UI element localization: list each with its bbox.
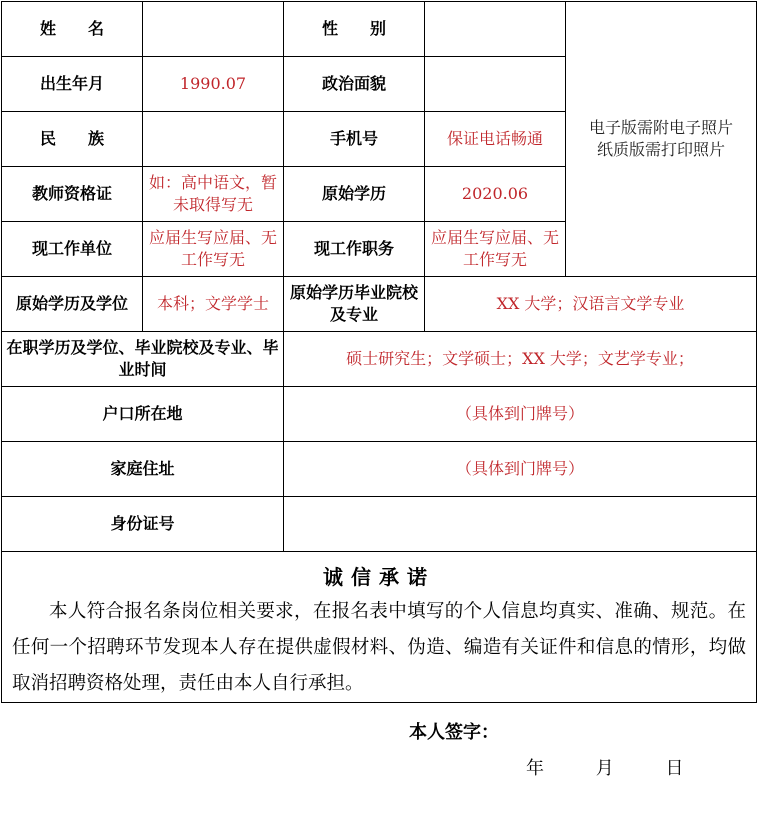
ethnic-label: 民 族 xyxy=(2,112,143,167)
name-label: 姓 名 xyxy=(2,2,143,57)
registration-form-table xyxy=(1,1,757,779)
hukou-label: 户口所在地 xyxy=(2,387,284,442)
pledge-body: 本人符合报名条岗位相关要求，在报名表中填写的个人信息均真实、准确、规范。在任何一个招聘环节发现本人存在提供虚假材料、伪造、编造有关证件和信息的情形，均做取消招聘资格处理，责任由本人自行承担。 xyxy=(12,601,746,694)
work-unit-label: 现工作单位 xyxy=(2,222,143,277)
date-year-label: 年 xyxy=(526,758,544,779)
birth-label: 出生年月 xyxy=(2,57,143,112)
birth-field[interactable]: 1990.07 xyxy=(143,57,284,112)
phone-label: 手机号 xyxy=(284,112,425,167)
orig-degree-field[interactable]: 本科；文学学士 xyxy=(143,277,284,332)
orig-school-label: 原始学历毕业院校及专业 xyxy=(284,277,425,332)
work-unit-field[interactable]: 应届生写应届、无工作写无 xyxy=(143,222,284,277)
date-line[interactable] xyxy=(526,758,729,780)
gender-label: 性 别 xyxy=(284,2,425,57)
pledge-title: 诚信承诺 xyxy=(323,565,435,589)
ethnic-field[interactable] xyxy=(143,112,284,167)
teacher-cert-label: 教师资格证 xyxy=(2,167,143,222)
signature-label[interactable]: 本人签字： xyxy=(409,722,499,743)
teacher-cert-field[interactable]: 如：高中语文，暂未取得写无 xyxy=(143,167,284,222)
political-label: 政治面貌 xyxy=(284,57,425,112)
inservice-edu-label: 在职学历及学位、毕业院校及专业、毕业时间 xyxy=(2,332,284,387)
phone-field[interactable]: 保证电话畅通 xyxy=(425,112,566,167)
photo-box[interactable] xyxy=(566,2,757,277)
address-field[interactable]: （具体到门牌号） xyxy=(284,442,757,497)
photo-note-paper: 纸质版需打印照片 xyxy=(596,140,725,159)
address-label: 家庭住址 xyxy=(2,442,284,497)
inservice-edu-field[interactable]: 硕士研究生；文学硕士；XX 大学；文艺学专业； xyxy=(284,332,757,387)
gender-field[interactable] xyxy=(425,2,566,57)
idcard-field[interactable] xyxy=(284,497,757,552)
integrity-pledge-section xyxy=(2,552,757,779)
idcard-label: 身份证号 xyxy=(2,497,284,552)
orig-degree-label: 原始学历及学位 xyxy=(2,277,143,332)
date-day-label: 日 xyxy=(665,758,684,779)
work-post-label: 现工作职务 xyxy=(284,222,425,277)
date-month-label: 月 xyxy=(595,758,614,779)
name-field[interactable] xyxy=(143,2,284,57)
work-post-field[interactable]: 应届生写应届、无工作写无 xyxy=(425,222,566,277)
orig-edu-field[interactable]: 2020.06 xyxy=(425,167,566,222)
political-field[interactable] xyxy=(425,57,566,112)
photo-note-electronic: 电子版需附电子照片 xyxy=(588,118,733,137)
orig-edu-label: 原始学历 xyxy=(284,167,425,222)
hukou-field[interactable]: （具体到门牌号） xyxy=(284,387,757,442)
orig-school-field[interactable]: XX 大学；汉语言文学专业 xyxy=(425,277,757,332)
